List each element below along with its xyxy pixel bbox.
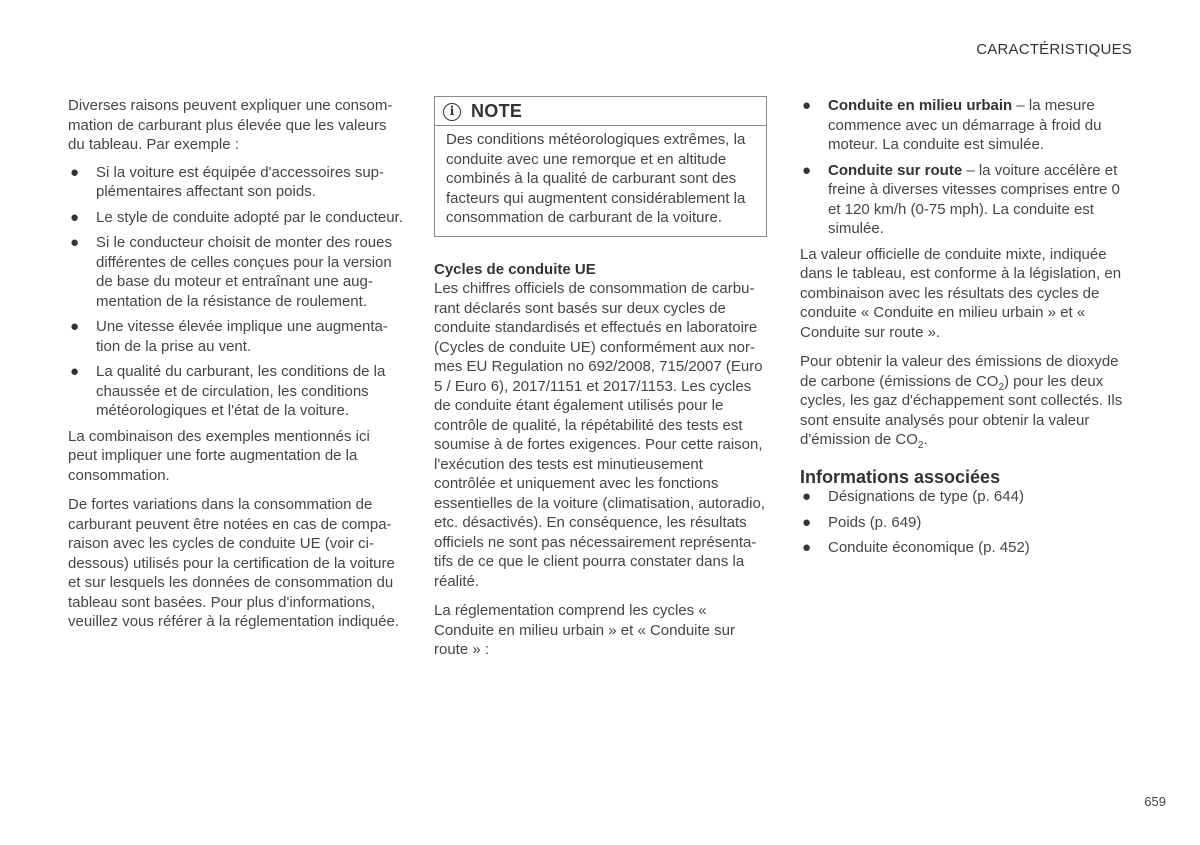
column-3 [800, 96, 1135, 564]
cycles-paragraph: Les chiffres officiels de consommation de carburant déclarés sont basés sur deux cycles de conduite standardisés et effectués en laboratoire (Cycles de conduite UE) conformément aux normes EU Regulation no 692/2008, 715/2007 (Euro 5 / Euro 6), 2017/1151 et 2017/1153. Les cycles de conduite étant également utilisés pour le contrôle de qualité, la répétabilité des tests est soumise à de fortes exigences. Pour cette raison, l'exécution des tests est minutieusement contrôlée et uniquement avec les fonctions essentielles de la voiture (climatisation, autoradio, etc. désactivés). En conséquence, les résultats officiels ne sont pas nécessairement représentatifs de ce que le client pourra constater dans la réalité. [434, 280, 766, 590]
list-item: ● Une vitesse élevée implique une augmentation de la prise au vent. [70, 318, 388, 355]
note-header [435, 97, 766, 126]
co2-paragraph: Pour obtenir la valeur des émissions de dioxyde de carbone (émissions de $CO_2$) pour les deux cycles, les gaz d'échappement sont collectés. Ils sont ensuite analysés pour obtenir la valeur d'émission de $CO_2$. [800, 353, 1123, 451]
related-link[interactable]: ● Conduite économique (p. 452) [802, 539, 1030, 556]
cycle-list [800, 96, 1135, 239]
bullet-icon: ● [70, 208, 80, 226]
note-box [434, 96, 767, 237]
mixed-value-paragraph: La valeur officielle de conduite mixte, indiquée dans le tableau, est conforme à la législation, en combinaison avec les résultats des cycles de conduite « Conduite en milieu urbain » et « Conduite sur route ». [800, 245, 1122, 341]
bullet-icon: ● [802, 488, 812, 505]
list-item: ● La qualité du carburant, les conditions de la chaussée et de circulation, les conditions météorologiques et l'état de la voiture. [70, 363, 386, 419]
page-header: CARACTÉRISTIQUES [976, 41, 1132, 58]
variation-paragraph: De fortes variations dans la consommation de carburant peuvent être notées en cas de comparaison avec les cycles de conduite UE (voir ci-dessous) utilisés pour la certification de la voiture et sur lesquels les données de consommation du tableau sont basées. Pour plus d'informations, veuillez vous référer à la réglementation indiquée. [68, 496, 400, 630]
info-icon: i [443, 103, 461, 121]
related-link[interactable]: ● Poids (p. 649) [802, 513, 922, 531]
column-1 [68, 96, 403, 640]
bullet-icon: ● [70, 163, 80, 181]
note-body: Des conditions météorologiques extrêmes, la conduite avec une remorque et en altitude combinés à la qualité de carburant sont des facteurs qui augmentent considérablement la consommation de carburant de la voiture. [446, 131, 746, 226]
bullet-icon: ● [802, 513, 812, 531]
combination-paragraph: La combinaison des exemples mentionnés ici peut impliquer une forte augmentation de la consommation. [68, 427, 370, 484]
bullet-icon: ● [802, 539, 812, 556]
column-2 [434, 96, 767, 668]
regulation-paragraph: La réglementation comprend les cycles « Conduite en milieu urbain » et « Conduite sur route » : [434, 602, 736, 658]
list-item: ● Le style de conduite adopté par le conducteur. [70, 208, 403, 226]
bullet-icon: ● [70, 234, 80, 251]
list-item: ● Si la voiture est équipée d'accessoires supplémentaires affectant son poids. [70, 163, 385, 200]
intro-paragraph: Diverses raisons peuvent expliquer une consommation de carburant plus élevée que les valeurs du tableau. Par exemple : [68, 97, 393, 153]
list-item: ● Conduite en milieu urbain – la mesure commence avec un démarrage à froid du moteur. La conduite est simulée. [802, 97, 1102, 153]
reasons-list [68, 163, 403, 421]
list-item: ● Conduite sur route – la voiture accélère et freine à diverses vitesses comprises entre 0 et 120 km/h (0-75 mph). La conduite est simulée. [802, 161, 1120, 237]
section-title: Cycles de conduite UE [434, 260, 596, 278]
page-number: 659 [1144, 794, 1166, 809]
related-link[interactable]: ● Désignations de type (p. 644) [802, 488, 1024, 505]
bullet-icon: ● [70, 363, 80, 380]
bullet-icon: ● [70, 318, 80, 335]
related-info-title: Informations associées [800, 466, 1001, 487]
note-title: NOTE [471, 101, 523, 122]
list-item: ● Si le conducteur choisit de monter des roues différentes de celles conçues pour la version de base du moteur et entraînant une augmentation de la résistance de roulement. [70, 234, 392, 310]
related-links-list [800, 487, 1135, 558]
cycle-name: Conduite sur route [828, 161, 963, 179]
cycle-name: Conduite en milieu urbain [828, 97, 1013, 114]
bullet-icon: ● [802, 97, 812, 114]
bullet-icon: ● [802, 161, 812, 179]
